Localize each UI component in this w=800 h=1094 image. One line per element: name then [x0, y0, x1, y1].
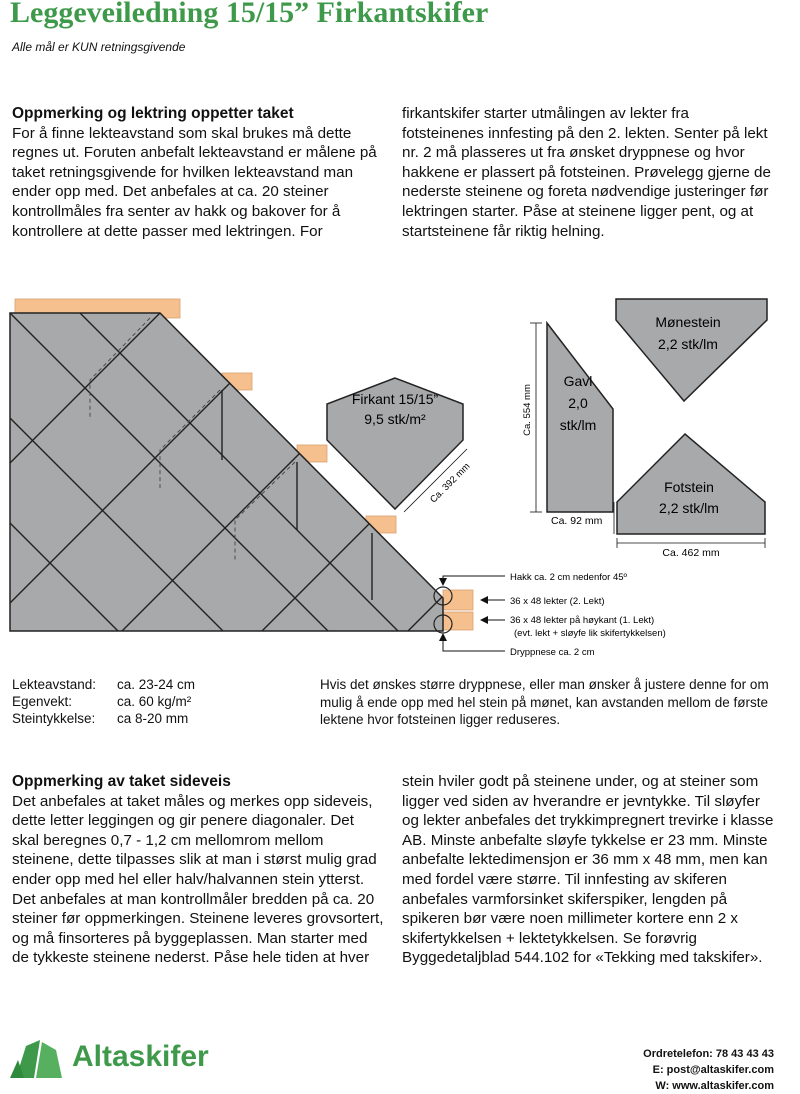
section2-text-right: stein hviler godt på steinene under, og at steiner som ligger ved siden av hverandre er jevntykke. Til sløyfer og lekter anbefales det trykkimpregnert trevirke i klasse AB. Minste anbefalte sløyfe tykkelse er 23 mm. Minste anbefalte lektedimensjon er 36 mm x 48 mm, men kan med fordel være større. Til innfesting av skiferen anbefales varmforsinket skiferspiker, lengden på spikeren bør være noen millimeter kortere enn 2 x skifertykkelsen + lektetykkelsen. Se forøvrig Byggedetaljblad 544.102 for «Tekking med takskifer». [402, 773, 774, 967]
firkant-dimension: Ca. 392 mm [428, 461, 473, 506]
spec-label: Egenvekt: [12, 694, 73, 709]
spec-value: ca. 23-24 cm [117, 677, 196, 692]
annotation-lekter-2: 36 x 48 lekter (2. Lekt) [510, 596, 605, 607]
firkant-label: Firkant 15/15” [351, 391, 439, 407]
spec-value: ca 8-20 mm [117, 711, 189, 726]
section1-text-right: firkantskifer starter utmålingen av lekter fra fotsteinenes innfesting på den 2. lekten. Senter på lekt nr. 2 må plasseres ut fra ønsket dryppnese og hvor hakkene er plassert på fotsteinen. Prøvelegg gjerne de nederste steinene og foreta nødvendige justeringer før lektringen starter. Påse at steinene ligger pent, og at startsteinene får riktig helning. [402, 105, 771, 240]
fotstein-quantity: 2,2 stk/lm [659, 500, 719, 516]
altaskifer-logo-icon [10, 1036, 68, 1080]
fotstein-width-dimension: Ca. 462 mm [662, 547, 720, 559]
page-title: Leggeveiledning 15/15” Firkantskifer [10, 0, 489, 29]
batten-2nd [443, 590, 473, 610]
section1-column-right [402, 104, 774, 241]
annotation-lekter-1: 36 x 48 lekter på høykant (1. Lekt) [510, 615, 655, 626]
monestein-label: Mønestein [655, 314, 721, 330]
spec-row [12, 676, 195, 693]
section1-heading: Oppmerking og lektring oppetter taket [12, 105, 294, 122]
annotation-drypp: Dryppnese ca. 2 cm [510, 647, 595, 658]
brand-name: Altaskifer [72, 1040, 209, 1073]
fotstein-height-dimension: Ca. 92 mm [551, 515, 603, 527]
section2-heading: Oppmerking av taket sideveis [12, 773, 231, 790]
section2-column-left [12, 772, 384, 968]
gavl-dimension: Ca. 554 mm [522, 384, 533, 436]
section2-text-left: Det anbefales at taket måles og merkes opp sideveis, dette letter leggingen og gir penere diagonaler. Det skal beregnes 0,7 - 1,2 cm mellomrom mellom steinene, dette tilpasses slik at man i størst mulig grad ender opp med hel eller halv/halvannen stein ytterst. Det anbefales at man kontrollmåler bredden på ca. 20 steiner før oppmerkingen. Steinene leveres grovsortert, og må finsorteres på byggeplassen. Man starter med de tykkeste steinene nederst. Påse hele tiden at hver [12, 792, 384, 967]
spec-label: Lekteavstand: [12, 677, 97, 692]
annotation-lekter-1-note: (evt. lekt + sløyfe lik skifertykkelsen) [514, 628, 666, 639]
spec-row [12, 693, 195, 710]
gavl-label: Gavl [563, 373, 593, 389]
roof-laying-diagram [0, 285, 800, 665]
section1-text-left: For å finne lekteavstand som skal brukes må dette regnes ut. Foruten anbefalt lekteavstand er målene på taket retningsgivende for hvilken lekteavstand man ender opp med. Det anbefales at ca. 20 steiner kontrollmåles fra senter av hakk og bakover for å kontrollere at dette passer med lektringen. For [12, 124, 377, 240]
subtitle: Alle mål er KUN retningsgivende [12, 40, 186, 54]
firkant-quantity: 9,5 stk/m² [364, 411, 426, 427]
batten-1st [443, 612, 473, 630]
section2-column-right [402, 772, 780, 968]
spec-value: ca. 60 kg/m² [117, 694, 192, 709]
fotstein-label: Fotstein [664, 479, 714, 495]
monestein-quantity: 2,2 stk/lm [658, 336, 718, 352]
section1-column-left [12, 104, 380, 241]
drip-adjustment-note: Hvis det ønskes større dryppnese, eller man ønsker å justere denne for om mulig å ende opp med hel stein på mønet, kan avstanden mellom de første lektene hvor fotsteinen ligger reduseres. [320, 677, 769, 727]
annotation-hakk: Hakk ca. 2 cm nedenfor 45º [510, 572, 628, 583]
spec-row [12, 710, 195, 727]
website-link[interactable]: W: www.altaskifer.com [655, 1080, 774, 1092]
contact-info [643, 1046, 774, 1094]
gavl-quantity: 2,0 [568, 395, 588, 411]
order-phone: Ordretelefon: 78 43 43 43 [643, 1048, 774, 1060]
gavl-unit: stk/lm [559, 417, 597, 433]
spec-label: Steintykkelse: [12, 711, 96, 726]
contact-email[interactable]: E: post@altaskifer.com [652, 1064, 774, 1076]
specs-list [12, 676, 195, 727]
